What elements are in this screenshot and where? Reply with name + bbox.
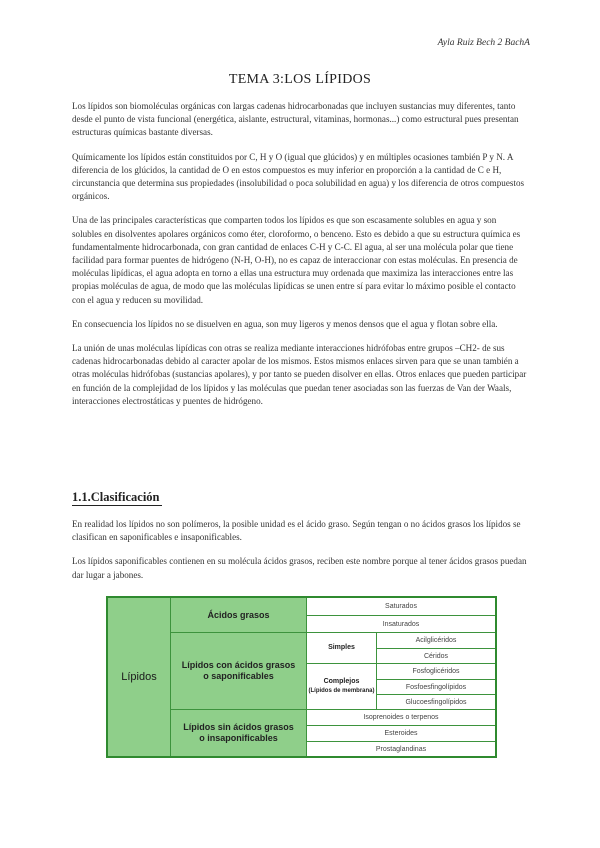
paragraph: En consecuencia los lípidos no se disuelven en agua, son muy ligeros y menos densos que el agua y flotan sobre ella. [72,318,498,329]
paragraph: Una de las principales características que comparten todos los lípidos es que son escasamente solubles en agua y son solubles en disolventes apolares orgánicos como éter, cloroformo, o benceno. Esto es debido a que su estructura química es fundamentalmente hidrocarbonada, con gran cantidad de enlaces C-H y C-C. El agua, al ser una molécula polar que tiene facilidad para formar puentes de hidrógeno (N-H, O-H), no es capaz de interaccionar con estas moléculas. En presencia de moléculas lipídicas, el agua adopta en torno a ellas una estructura muy ordenada que maximiza las interacciones entre las propias moléculas de agua, de modo que las moléculas lipídicas se unen entre sí para evitar lo máximo posible el contacto con el agua y reducen su movilidad. [72,215,521,305]
table-complejos-note: (Lípidos de membrana) [308,688,375,694]
paragraph: Químicamente los lípidos están constituidos por C, H y O (igual que glúcidos) y en múltiples ocasiones también P y N. A diferencia de los glúcidos, la cantidad de O en estos compuestos es muy inferior en proporción a la cantidad de C e H, circunstancia que determina sus propiedades (insolubilidad o poca solubilidad en agua) y los diferencia de otros compuestos orgánicos. [72,151,525,202]
paragraph: La unión de unas moléculas lipídicas con otras se realiza mediante interacciones hidrófobas entre grupos –CH2- de sus cadenas hidrocarbonadas debido al caracter apolar de los mismos. Estos mismos enlaces sirven para que se unan también a otras moléculas hidrófobas (sustancias apolares), y por tanto se pueden disolver en ellas. Otros enlaces que pueden participar en función de la complejidad de los lípidos y las moléculas que puedan tener asociadas son las fuerzas de Van der Waals, interacciones electrostáticas y puentes de hidrógeno. [72,343,527,406]
table-acidos-grasos-cell: Ácidos grasos [171,598,306,632]
table-saponificables-cell: Lípidos con ácidos grasos o saponificables [171,633,306,709]
paragraph: En realidad los lípidos no son polímeros, la posible unidad es el ácido graso. Según tengan o no ácidos grasos los lípidos se clasifican en saponificables e insaponificables. [72,519,521,543]
table-fosfoesfingolipidos-cell: Fosfoesfingolípidos [405,683,467,691]
table-ceridos-cell: Céridos [423,652,449,660]
intro-text [72,100,527,408]
paragraph: Los lípidos saponificables contienen en su molécula ácidos grasos, reciben este nombre porque al tener ácidos grasos puedan dar lugar a jabones. [72,556,527,580]
table-prostaglandinas-cell: Prostaglandinas [375,745,427,753]
table-root-cell: Lípidos [108,598,170,756]
table-complejos-label: Complejos [323,678,360,685]
author-header: Ayla Ruiz Bech 2 BachA [437,38,530,48]
table-complejos-cell [307,664,376,709]
table-insaponificables-cell: Lípidos sin ácidos grasos o insaponificables [171,710,306,756]
table-glucoesfingolipidos-cell: Glucoesfingolípidos [405,698,467,706]
table-esteroides-cell: Esteroides [384,730,418,737]
table-acilgliceridos-cell: Acilglicéridos [415,637,457,644]
table-saturados-cell: Saturados [385,603,417,610]
table-isoprenoides-cell: Isoprenoides o terpenos [363,714,439,721]
classification-text [72,518,527,593]
table-insaturados-cell: Insaturados [382,620,420,628]
table-fosfogliceridos-cell: Fosfoglicéridos [412,668,460,675]
paragraph: Los lípidos son biomoléculas orgánicas con largas cadenas hidrocarbonadas que incluyen sustancias muy diferentes, tanto desde el punto de vista funcional (energética, aislante, estructural, vitaminas, hormonas...) como estructural pues presentan estructuras químicas bastante diversas. [72,101,519,138]
table-simples-cell: Simples [328,644,355,651]
section-heading: 1.1.Clasificación [72,490,160,504]
classification-table [106,596,497,758]
page-title: TEMA 3:LOS LÍPIDOS [228,72,372,87]
